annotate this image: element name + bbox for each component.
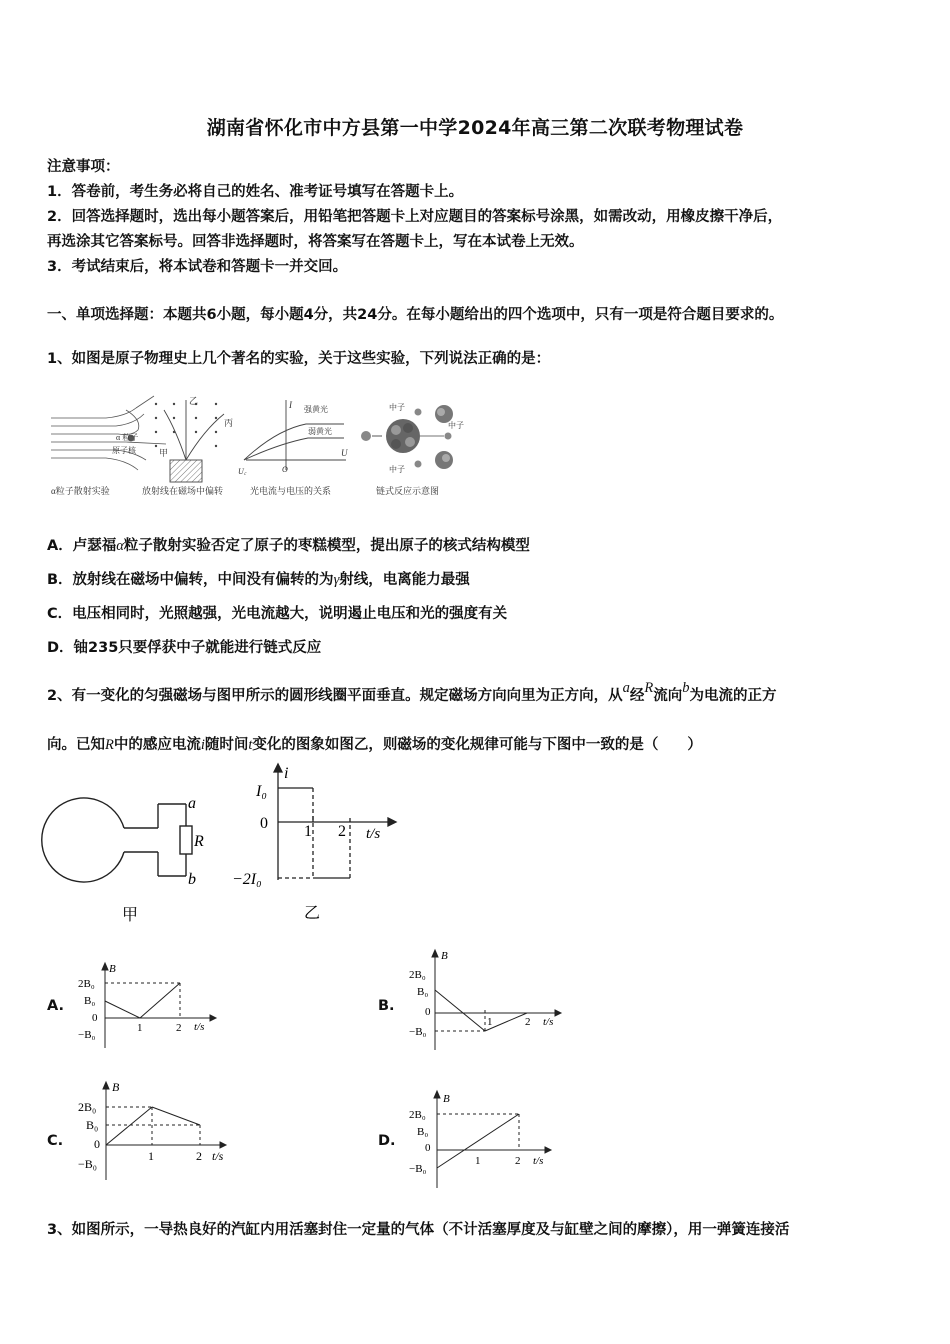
svg-text:t/s: t/s [533, 1155, 544, 1167]
svg-text:2B₀: 2B₀ [409, 969, 426, 981]
label-bing: 丙 [224, 418, 234, 428]
option-D: D．铀235只要俘获中子就能进行链式反应 [47, 640, 322, 656]
svg-text:B: B [441, 950, 448, 962]
q2-option-B-label: B. [378, 998, 395, 1014]
svg-text:2B₀: 2B₀ [78, 1100, 97, 1114]
label-i: i [284, 765, 289, 782]
label-Uc: U꜀ [238, 467, 247, 476]
svg-text:t/s: t/s [194, 1021, 205, 1033]
svg-text:0: 0 [92, 1012, 98, 1024]
svg-text:0: 0 [425, 1142, 431, 1154]
notice-item: 2．回答选择题时，选出每小题答案后，用铅笔把答题卡上对应题目的答案标号涂黑，如需改动，用橡皮擦干净后， [47, 209, 783, 225]
q1-experiments-figure [46, 390, 476, 502]
question-1-stem: 1、如图是原子物理史上几个著名的实验，关于这些实验，下列说法正确的是： [47, 351, 551, 367]
label-neg-2I0: −2I₀ [232, 871, 262, 888]
svg-text:t/s: t/s [212, 1149, 224, 1163]
svg-text:B: B [109, 963, 116, 975]
option-B-graph [405, 945, 575, 1060]
svg-text:1: 1 [137, 1022, 143, 1034]
svg-text:1: 1 [475, 1155, 481, 1167]
svg-text:B₀: B₀ [86, 1118, 99, 1132]
alpha-scattering-diagram [51, 396, 169, 470]
caption-photocurrent: 光电流与电压的关系 [250, 486, 332, 496]
svg-text:0: 0 [94, 1137, 100, 1151]
svg-text:1: 1 [487, 1016, 493, 1028]
chain-reaction-diagram [361, 405, 453, 469]
svg-text:2B₀: 2B₀ [78, 978, 95, 990]
label-neutron: 中子 [389, 403, 405, 412]
caption-alpha: α粒子散射实验 [51, 486, 110, 496]
svg-text:−B₀: −B₀ [409, 1026, 427, 1038]
svg-text:2B₀: 2B₀ [409, 1109, 426, 1121]
label-zero: 0 [260, 815, 268, 832]
nucleus-label: 原子核 [112, 446, 136, 455]
q2-option-A-label: A. [47, 998, 64, 1014]
question-2-line1: 2、有一变化的匀强磁场与图甲所示的圆形线圈平面垂直。规定磁场方向向里为正方向，从a经R流向b为电流的正方 [47, 680, 777, 704]
notice-item: 3．考试结束后，将本试卷和答题卡一并交回。 [47, 259, 348, 275]
label-strong-light: 强黄光 [304, 405, 328, 414]
label-weak-light: 弱黄光 [308, 427, 332, 436]
current-time-graph [228, 760, 398, 925]
label-I: I [289, 400, 292, 410]
svg-text:B₀: B₀ [417, 986, 429, 998]
option-A: A．卢瑟福α粒子散射实验否定了原子的枣糕模型，提出原子的核式结构模型 [47, 538, 530, 554]
label-R: R [194, 833, 204, 850]
svg-text:−B₀: −B₀ [409, 1163, 427, 1175]
question-3-stem: 3、如图所示，一导热良好的汽缸内用活塞封住一定量的气体（不计活塞厚度及与缸壁之间的摩擦），用一弹簧连接活 [47, 1222, 790, 1238]
svg-text:2: 2 [196, 1149, 202, 1163]
svg-text:0: 0 [425, 1006, 431, 1018]
svg-text:B: B [112, 1080, 120, 1094]
label-neutron: 中子 [389, 465, 405, 474]
label-neutron: 中子 [448, 421, 464, 430]
svg-text:2: 2 [176, 1022, 182, 1034]
alpha-label: α 粒子 [116, 433, 139, 442]
notice-heading: 注意事项： [47, 159, 120, 175]
section-heading: 一、单项选择题：本题共6小题，每小题4分，共24分。在每小题给出的四个选项中，只有一项是符合题目要求的。 [47, 307, 784, 323]
label-yi: 乙 [189, 396, 199, 406]
svg-text:−B₀: −B₀ [78, 1029, 96, 1041]
svg-text:B₀: B₀ [417, 1126, 429, 1138]
q2-option-C-label: C. [47, 1133, 64, 1149]
gamma-symbol: γ [333, 572, 340, 588]
page-title: 湖南省怀化市中方县第一中学2024年高三第二次联考物理试卷 [206, 117, 744, 139]
option-D-graph [405, 1088, 565, 1193]
label-a: a [188, 795, 196, 812]
question-2-line2: 向。已知R中的感应电流i随时间t变化的图象如图乙，则磁场的变化规律可能与下图中一致的是（ ） [47, 737, 702, 753]
option-C: C．电压相同时，光照越强，光电流越大，说明遏止电压和光的强度有关 [47, 606, 508, 622]
caption-radiation: 放射线在磁场中偏转 [142, 486, 224, 496]
label-one: 1 [304, 823, 312, 840]
label-U: U [341, 448, 348, 458]
svg-text:2: 2 [525, 1016, 531, 1028]
option-C-graph [70, 1075, 240, 1185]
label-O: O [282, 465, 288, 474]
label-b: b [188, 871, 196, 888]
option-A-graph [70, 958, 230, 1058]
svg-text:−B₀: −B₀ [78, 1157, 97, 1171]
coil-circuit-figure [40, 770, 220, 930]
svg-text:B₀: B₀ [84, 995, 96, 1007]
notice-item: 1．答卷前，考生务必将自己的姓名、准考证号填写在答题卡上。 [47, 184, 464, 200]
svg-text:2: 2 [515, 1155, 521, 1167]
svg-text:t/s: t/s [543, 1016, 554, 1028]
notice-item: 再选涂其它答案标号。回答非选择题时，将答案写在答题卡上，写在本试卷上无效。 [47, 234, 584, 250]
svg-text:1: 1 [148, 1149, 154, 1163]
label-two: 2 [338, 823, 346, 840]
alpha-symbol: α [116, 538, 124, 554]
caption-jia: 甲 [122, 907, 139, 924]
caption-chain-reaction: 链式反应示意图 [376, 486, 440, 496]
label-jia: 甲 [159, 448, 169, 458]
svg-text:B: B [443, 1093, 450, 1105]
q2-option-D-label: D. [378, 1133, 396, 1149]
option-B: B．放射线在磁场中偏转，中间没有偏转的为γ射线，电离能力最强 [47, 572, 470, 588]
caption-yi: 乙 [304, 905, 321, 922]
label-t-axis: t/s [366, 826, 381, 842]
label-I0: I₀ [256, 783, 267, 800]
